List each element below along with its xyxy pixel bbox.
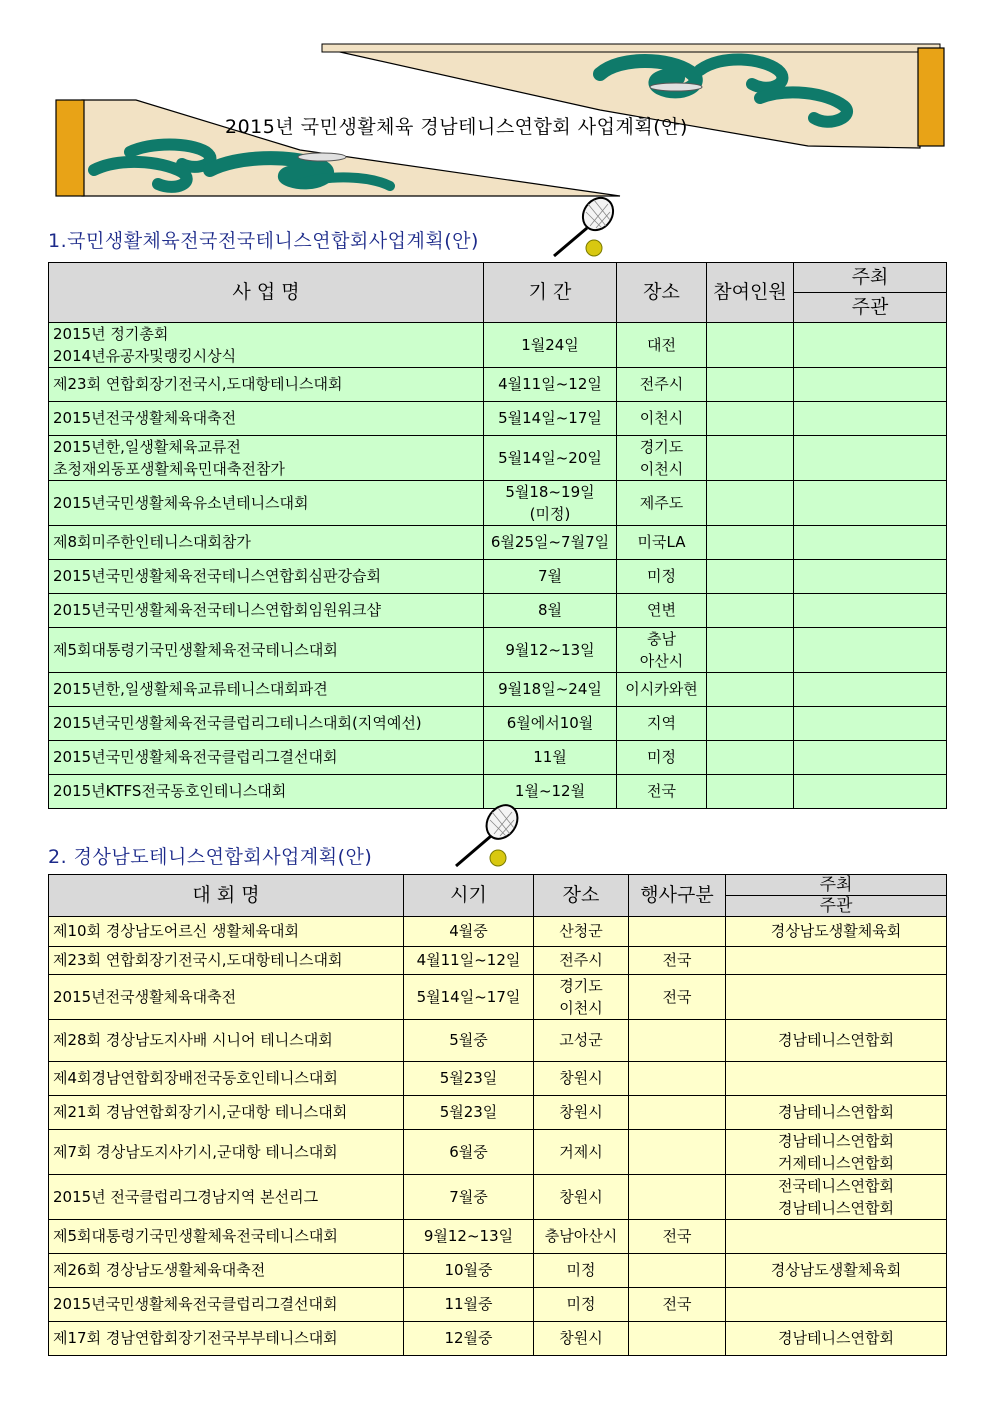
event-period-line: 9월12~13일	[505, 640, 595, 659]
event-host	[794, 402, 947, 436]
event-category	[629, 1096, 726, 1130]
event-period-line: 9월12~13일	[423, 1227, 514, 1245]
event-period	[484, 481, 617, 526]
event-place	[617, 323, 707, 368]
event-place	[617, 436, 707, 481]
event-name-line: 제7회 경상남도지사기시,군대항 테니스대회	[53, 1142, 338, 1161]
gyeongnam-plan-table	[48, 874, 947, 1356]
event-period-line: 5월14일~20일	[498, 448, 602, 467]
event-name-line: 2015년KTFS전국동호인테니스대회	[53, 782, 287, 800]
event-place	[534, 1020, 629, 1062]
event-place	[617, 775, 707, 809]
event-host	[726, 1254, 947, 1288]
event-place	[534, 1288, 629, 1322]
event-place	[617, 594, 707, 628]
event-place	[534, 917, 629, 947]
event-category	[629, 1175, 726, 1220]
event-period	[484, 402, 617, 436]
event-period-line: 12월중	[444, 1329, 493, 1347]
event-period-line: 6월에서10월	[506, 714, 594, 732]
event-name	[49, 1220, 404, 1254]
event-name	[49, 368, 484, 402]
event-name-line: 2014년유공자및랭킹시상식	[53, 347, 237, 365]
header-period: 시기	[404, 875, 534, 917]
table-row	[49, 560, 947, 594]
event-place-line: 미정	[647, 748, 676, 766]
event-place-line: 충남	[647, 630, 676, 648]
event-period	[484, 673, 617, 707]
event-host	[794, 628, 947, 673]
tennis-racket-icon	[448, 802, 528, 870]
table-row	[49, 1062, 947, 1096]
table-row	[49, 1020, 947, 1062]
event-place-line: 이천시	[639, 409, 684, 427]
event-period	[484, 436, 617, 481]
event-period-line: 5월18~19일	[505, 483, 595, 501]
event-name	[49, 707, 484, 741]
event-host	[726, 1130, 947, 1175]
event-host	[794, 481, 947, 526]
event-participants	[707, 741, 794, 775]
event-period	[404, 1020, 534, 1062]
event-category	[629, 1322, 726, 1356]
event-period	[404, 1096, 534, 1130]
header-participants: 참여인원	[707, 263, 794, 323]
event-place-line: 창원시	[559, 1329, 603, 1347]
event-period-line: 4월중	[449, 922, 488, 940]
event-host-line: 경상남도생활체육회	[770, 922, 902, 940]
event-place	[534, 1254, 629, 1288]
event-host	[726, 1175, 947, 1220]
event-host	[726, 1288, 947, 1322]
table-row	[49, 947, 947, 975]
event-place	[617, 526, 707, 560]
table-row	[49, 526, 947, 560]
event-name-line: 2015년전국생활체육대축전	[53, 987, 237, 1006]
event-place-line: 거제시	[559, 1142, 603, 1161]
event-name	[49, 1020, 404, 1062]
event-name-line: 제17회 경남연합회장기전국부부테니스대회	[53, 1329, 338, 1347]
event-place-line: 전국	[647, 782, 676, 800]
event-period	[484, 628, 617, 673]
event-category: 전국	[629, 947, 726, 975]
table-row	[49, 1288, 947, 1322]
event-place-line: 미정	[566, 1295, 596, 1313]
document-title: 2015년 국민생활체육 경남테니스연합회 사업계획(안)	[225, 116, 688, 138]
header-host: 주최	[794, 263, 947, 293]
table-row	[49, 1254, 947, 1288]
event-place	[534, 1096, 629, 1130]
event-place-line: 고성군	[559, 1031, 603, 1049]
event-name-line: 초청재외동포생활체육민대축전참가	[53, 460, 285, 478]
event-period-line: 5월14일~17일	[416, 987, 521, 1006]
event-host	[794, 368, 947, 402]
event-period	[484, 323, 617, 368]
event-place	[617, 673, 707, 707]
event-name-line: 제23회 연합회장기전국시,도대항테니스대회	[53, 951, 343, 969]
header-category: 행사구분	[629, 875, 726, 917]
event-name	[49, 560, 484, 594]
event-name	[49, 481, 484, 526]
event-name	[49, 323, 484, 368]
event-place-line: 창원시	[559, 1069, 603, 1087]
header-place: 장소	[617, 263, 707, 323]
event-name-line: 제23회 연합회장기전국시,도대항테니스대회	[53, 375, 343, 393]
event-place	[617, 560, 707, 594]
event-participants	[707, 481, 794, 526]
event-participants	[707, 436, 794, 481]
table-row	[49, 1096, 947, 1130]
event-category	[629, 1020, 726, 1062]
table-row	[49, 402, 947, 436]
table-row	[49, 707, 947, 741]
event-period-line: 11월중	[444, 1295, 493, 1313]
event-place	[534, 1130, 629, 1175]
event-host	[726, 1020, 947, 1062]
event-name	[49, 628, 484, 673]
event-name	[49, 1288, 404, 1322]
event-host	[726, 975, 947, 1020]
event-period-line: 4월11일~12일	[416, 951, 521, 969]
event-category: 전국	[629, 1288, 726, 1322]
event-name	[49, 741, 484, 775]
event-category: 전국	[629, 1220, 726, 1254]
event-period	[404, 1175, 534, 1220]
event-period	[404, 917, 534, 947]
event-participants	[707, 628, 794, 673]
event-host-line: 경남테니스연합회	[778, 1031, 894, 1049]
event-place	[534, 975, 629, 1020]
national-plan-table	[48, 262, 947, 809]
event-period	[484, 707, 617, 741]
table-row	[49, 741, 947, 775]
header-period: 기 간	[484, 263, 617, 323]
table-row	[49, 917, 947, 947]
event-host-line: 경남테니스연합회	[778, 1329, 894, 1347]
event-period	[404, 1130, 534, 1175]
table-row	[49, 673, 947, 707]
event-place-line: 아산시	[639, 652, 684, 670]
event-place-line: 미국LA	[637, 533, 686, 551]
event-name	[49, 1254, 404, 1288]
event-name-line: 2015년국민생활체육전국클럽리그테니스대회(지역예선)	[53, 714, 422, 732]
title-banner	[0, 0, 992, 200]
section-1-heading: 1.국민생활체육전국전국테니스연합회사업계획(안)	[48, 230, 479, 252]
event-period	[484, 560, 617, 594]
event-name	[49, 1062, 404, 1096]
event-period-line: 6월25일~7월7일	[490, 533, 610, 551]
event-name-line: 제26회 경상남도생활체육대축전	[53, 1261, 266, 1279]
event-period-line: 8월	[537, 601, 563, 619]
event-place	[534, 1322, 629, 1356]
event-name	[49, 775, 484, 809]
event-category	[629, 917, 726, 947]
event-name-line: 제28회 경상남도지사배 시니어 테니스대회	[53, 1031, 333, 1049]
event-place	[617, 481, 707, 526]
table-row	[49, 436, 947, 481]
event-participants	[707, 526, 794, 560]
event-period	[404, 1254, 534, 1288]
event-name	[49, 1096, 404, 1130]
event-name-line: 2015년국민생활체육유소년테니스대회	[53, 493, 309, 512]
event-name	[49, 1175, 404, 1220]
section-2-heading: 2. 경상남도테니스연합회사업계획(안)	[48, 846, 373, 868]
event-place-line: 충남아산시	[544, 1227, 618, 1245]
table-row	[49, 368, 947, 402]
table-row	[49, 1322, 947, 1356]
event-name-line: 2015년국민생활체육전국테니스연합회임원워크샵	[53, 601, 381, 619]
event-host	[794, 594, 947, 628]
event-period-line: 11월	[533, 748, 567, 766]
event-place	[617, 368, 707, 402]
header-name: 사 업 명	[49, 263, 484, 323]
event-participants	[707, 402, 794, 436]
event-place-line: 산청군	[559, 922, 603, 940]
event-period	[404, 947, 534, 975]
event-period	[404, 1322, 534, 1356]
event-place-line: 이시카와현	[625, 680, 698, 698]
event-name-line: 제5회대통령기국민생활체육전국테니스대회	[53, 1227, 338, 1245]
event-name	[49, 526, 484, 560]
event-place-line: 전주시	[639, 375, 684, 393]
event-name-line: 제8회미주한인테니스대회참가	[53, 533, 251, 551]
event-period	[404, 1062, 534, 1096]
event-name	[49, 594, 484, 628]
event-host	[726, 1220, 947, 1254]
event-period	[404, 1288, 534, 1322]
event-period-line: 4월11일~12일	[498, 375, 602, 393]
event-period-line: (미정)	[529, 505, 571, 523]
event-name	[49, 1130, 404, 1175]
event-name	[49, 947, 404, 975]
table-row	[49, 1130, 947, 1175]
event-participants	[707, 707, 794, 741]
event-category	[629, 1062, 726, 1096]
event-period-line: 5월23일	[439, 1069, 498, 1087]
event-place-line: 이천시	[559, 999, 603, 1017]
event-period-line: 5월14일~17일	[498, 409, 602, 427]
event-host-line: 거제테니스연합회	[778, 1154, 894, 1172]
event-host	[794, 775, 947, 809]
event-place	[617, 741, 707, 775]
event-name-line: 제21회 경남연합회장기시,군대항 테니스대회	[53, 1103, 348, 1121]
event-name-line: 제10회 경상남도어르신 생활체육대회	[53, 922, 299, 940]
event-place-line: 지역	[647, 714, 676, 732]
header-host: 주최	[726, 875, 947, 896]
event-name-line: 2015년국민생활체육전국테니스연합회심판강습회	[53, 567, 381, 585]
event-host	[726, 917, 947, 947]
event-place	[534, 1062, 629, 1096]
table-row	[49, 975, 947, 1020]
table-row	[49, 628, 947, 673]
event-place	[534, 1175, 629, 1220]
event-host	[794, 560, 947, 594]
event-place-line: 이천시	[639, 460, 684, 478]
event-place	[617, 628, 707, 673]
event-place-line: 미정	[566, 1261, 596, 1279]
event-host	[726, 1322, 947, 1356]
event-participants	[707, 594, 794, 628]
event-period	[404, 975, 534, 1020]
header-organizer: 주관	[726, 896, 947, 917]
event-host-line: 경상남도생활체육회	[770, 1261, 902, 1279]
event-host	[726, 947, 947, 975]
table-row	[49, 1175, 947, 1220]
header-name: 대 회 명	[49, 875, 404, 917]
event-period-line: 9월18일~24일	[498, 680, 602, 698]
event-participants	[707, 323, 794, 368]
event-host	[726, 1062, 947, 1096]
event-name-line: 2015년 정기총회	[53, 325, 169, 343]
event-host	[794, 707, 947, 741]
event-period-line: 7월	[537, 567, 563, 585]
event-host	[794, 526, 947, 560]
event-name-line: 제5회대통령기국민생활체육전국테니스대회	[53, 640, 338, 659]
event-name	[49, 917, 404, 947]
event-place-line: 연변	[647, 601, 676, 619]
table-row	[49, 594, 947, 628]
event-place-line: 창원시	[559, 1103, 603, 1121]
event-place-line: 대전	[647, 335, 676, 354]
event-name	[49, 436, 484, 481]
table-row	[49, 323, 947, 368]
event-name	[49, 975, 404, 1020]
event-period	[404, 1220, 534, 1254]
header-organizer: 주관	[794, 293, 947, 323]
event-name	[49, 1322, 404, 1356]
event-period	[484, 741, 617, 775]
event-host	[726, 1096, 947, 1130]
event-place-line: 창원시	[559, 1187, 603, 1206]
event-name-line: 2015년한,일생활체육교류전	[53, 438, 241, 456]
event-name-line: 2015년국민생활체육전국클럽리그결선대회	[53, 1295, 338, 1313]
event-name-line: 2015년 전국클럽리그경남지역 본선리그	[53, 1187, 319, 1206]
table-row	[49, 1220, 947, 1254]
event-period-line: 5월23일	[439, 1103, 498, 1121]
event-place-line: 경기도	[639, 438, 684, 456]
event-host	[794, 436, 947, 481]
event-place-line: 경기도	[559, 977, 603, 995]
table-row	[49, 481, 947, 526]
event-host-line: 경남테니스연합회	[778, 1199, 894, 1217]
event-name	[49, 673, 484, 707]
event-participants	[707, 775, 794, 809]
event-place	[534, 947, 629, 975]
tennis-racket-icon	[540, 196, 620, 262]
event-host-line: 전국테니스연합회	[778, 1177, 894, 1195]
event-category	[629, 1130, 726, 1175]
event-place-line: 제주도	[639, 493, 684, 512]
event-period	[484, 594, 617, 628]
event-name-line: 제4회경남연합회장배전국동호인테니스대회	[53, 1069, 338, 1087]
event-place-line: 전주시	[559, 951, 603, 969]
event-participants	[707, 368, 794, 402]
event-period-line: 1월~12월	[514, 782, 586, 800]
event-name-line: 2015년국민생활체육전국클럽리그결선대회	[53, 748, 338, 766]
event-name-line: 2015년전국생활체육대축전	[53, 409, 237, 427]
event-name-line: 2015년한,일생활체육교류테니스대회파견	[53, 680, 328, 698]
event-host-line: 경남테니스연합회	[778, 1132, 894, 1150]
event-participants	[707, 673, 794, 707]
event-period-line: 5월중	[449, 1031, 488, 1049]
event-place	[617, 402, 707, 436]
event-category: 전국	[629, 975, 726, 1020]
event-place-line: 미정	[647, 567, 676, 585]
event-participants	[707, 560, 794, 594]
event-host	[794, 673, 947, 707]
event-host-line: 경남테니스연합회	[778, 1103, 894, 1121]
header-place: 장소	[534, 875, 629, 917]
event-period-line: 7월중	[449, 1187, 488, 1206]
event-period	[484, 526, 617, 560]
event-period-line: 1월24일	[521, 335, 579, 354]
event-name	[49, 402, 484, 436]
event-host	[794, 323, 947, 368]
event-place	[534, 1220, 629, 1254]
event-host	[794, 741, 947, 775]
event-place	[617, 707, 707, 741]
event-period-line: 10월중	[444, 1261, 493, 1279]
event-period	[484, 368, 617, 402]
event-period-line: 6월중	[449, 1142, 488, 1161]
event-category	[629, 1254, 726, 1288]
